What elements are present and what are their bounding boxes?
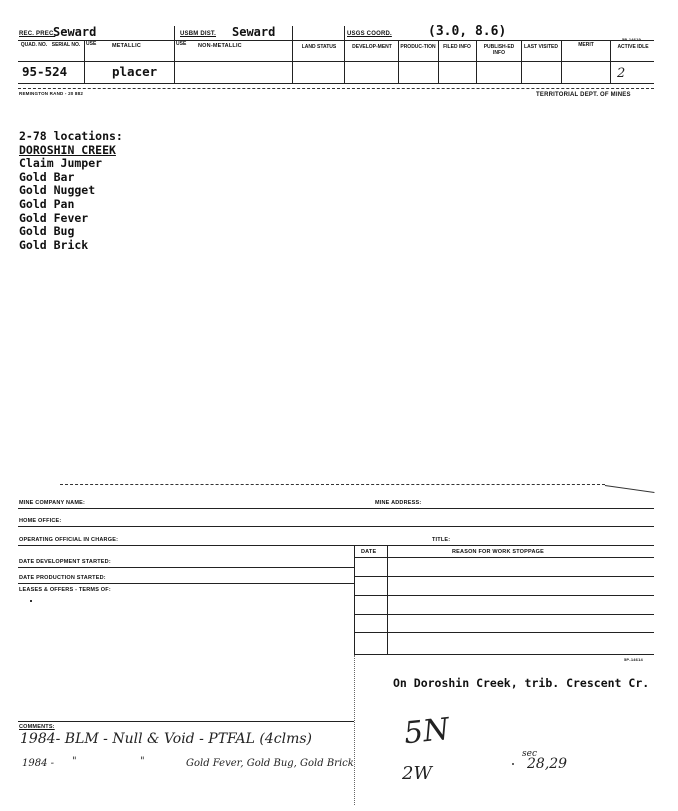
claim-item: Gold Brick [19,237,89,252]
quad-serial-value: 95-524 [22,64,68,79]
header-line-2 [18,61,654,62]
filed-info-label: FILED INFO [443,44,471,50]
active-idle-label: ACTIVE IDLE [617,44,649,50]
mine-company-line [18,508,654,509]
leases-mark [30,600,32,602]
stoppage-row-line [354,557,654,558]
development-label: DEVELOP-MENT [352,44,392,50]
range: 2W [402,763,432,784]
claim-item: Gold Bar [19,169,75,184]
grid-vline [438,40,439,83]
printer-note: REMINGTON RAND - 20 882 [19,91,84,96]
leases-label: LEASES & OFFERS - TERMS OF: [19,587,111,593]
date-prod-line [18,583,354,584]
stoppage-row-line [354,595,654,596]
grid-vline [292,26,293,83]
locations-list [19,130,123,252]
mine-company-label: MINE COMPANY NAME: [19,500,86,506]
nonmetallic-label: NON-METALLIC [198,43,242,49]
comments-top-line [18,721,354,722]
grid-vline [610,40,611,83]
section-dot [512,763,514,765]
locations-heading: 2-78 locations: [19,129,123,143]
claim-item: Gold Pan [19,196,75,211]
comment-line-1: 1984- BLM - Null & Void - PTFAL (4clms) [20,731,312,747]
use-label-nonmetallic: USE [176,41,187,47]
stoppage-row-line [354,576,654,577]
date-prod-label: DATE PRODUCTION STARTED: [19,575,106,581]
metallic-label: METALLIC [112,43,141,49]
stoppage-row-line [354,614,654,615]
serial-label: SERIAL NO. [51,42,81,48]
use-label-metallic: USE [86,41,97,47]
torn-edge-line [603,485,655,507]
section-label: sec [522,749,537,759]
home-office-label: HOME OFFICE: [19,518,62,524]
usgs-coord-value: (3.0, 8.6) [428,24,507,39]
grid-vline [521,40,522,83]
lower-dotted-divider [354,655,355,805]
header-dashed-line [18,88,654,89]
metallic-value: placer [112,64,158,79]
date-dev-line [18,567,354,568]
land-status-label: LAND STATUS [301,44,337,50]
header-line-3 [18,83,654,84]
grid-vline [344,26,345,83]
home-office-line [18,526,654,527]
last-visited-label: LAST VISITED [524,44,558,50]
form-number-bottom: 5P-14614 [624,657,643,662]
lower-dashed-line [60,484,605,485]
location-note: On Doroshin Creek, trib. Crescent Cr. [393,676,650,690]
grid-vline [561,40,562,83]
comment-line-2-claims: Gold Fever, Gold Bug, Gold Brick [186,758,354,769]
header-line-1 [18,40,654,41]
comment-ditto-2: " [140,756,145,767]
township: 5N [402,711,452,752]
mine-address-label: MINE ADDRESS: [375,500,422,506]
comments-label: COMMENTS: [19,724,55,730]
operating-official-label: OPERATING OFFICIAL IN CHARGE: [19,537,119,543]
published-info-label: PUBLISH-ED INFO [483,44,515,56]
production-label: PRODUC-TION [400,44,436,50]
grid-vline [174,26,175,83]
claim-item: Gold Nugget [19,183,96,198]
quad-label: QUAD. NO. [20,42,48,48]
comment-line-2-year: 1984 - [22,758,55,769]
usbm-dist-label: USBM DIST. [180,31,217,37]
title-label: TITLE: [432,537,451,543]
date-col-label: DATE [361,549,377,555]
grid-vline [476,40,477,83]
claim-item: Claim Jumper [19,156,103,171]
grid-vline [84,40,85,83]
rec-prec-label: REC. PREC. [19,31,56,37]
usbm-dist-value: Seward [232,25,276,39]
creek-name: DOROSHIN CREEK [19,142,116,157]
comment-ditto-1: " [72,756,77,767]
stoppage-date-divider [387,545,388,655]
active-mark: 2 [617,66,626,81]
usgs-coord-label: USGS COORD. [347,31,392,37]
section-value: 28,29 [527,756,568,772]
stoppage-left-border [354,545,355,655]
date-dev-label: DATE DEVELOPMENT STARTED: [19,559,111,565]
stoppage-row-line [354,632,654,633]
dept-note: TERRITORIAL DEPT. OF MINES [536,92,631,98]
reason-label: REASON FOR WORK STOPPAGE [452,549,544,555]
operating-official-line [18,545,654,546]
claim-item: Gold Bug [19,224,75,239]
stoppage-row-line [354,654,654,655]
merit-label: MERIT [578,42,594,48]
rec-prec-value: Seward [53,25,97,39]
grid-vline [398,40,399,83]
claim-item: Gold Fever [19,210,89,225]
